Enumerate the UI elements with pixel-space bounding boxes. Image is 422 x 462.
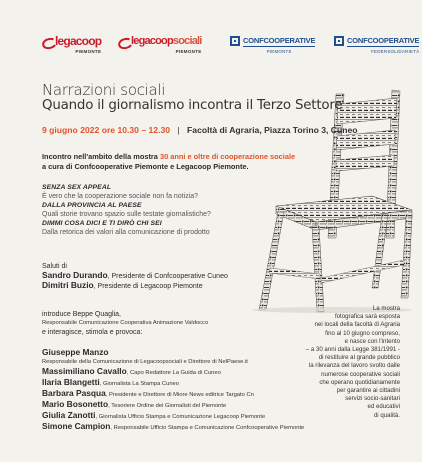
moderator-label: introduce Beppe Quaglia, <box>42 311 121 318</box>
note-line: La mostra <box>372 305 400 312</box>
speaker-name: Barbara Pasqua <box>42 388 106 398</box>
speaker-name: Simone Campion <box>42 421 111 431</box>
exhibit-note <box>272 305 400 420</box>
legacoop-swoosh-icon <box>118 37 129 46</box>
event-date: 9 giugno 2022 ore 10.30 – 12.30 <box>42 125 171 135</box>
confcooperative-square-icon <box>334 36 344 46</box>
topic-head: SENZA SEX APPEAL <box>42 184 112 191</box>
moderator-tail: e interagisce, stimola e provoca: <box>42 329 143 336</box>
greetings-label: Saluti di <box>42 263 67 270</box>
speaker-role: , Responsabile Ufficio Stampa e Comunicazione Confcooperative Piemonte <box>110 425 305 431</box>
speaker-role: , Giornalista Ufficio Stampa e Comunicazione Legacoop Piemonte <box>95 414 266 420</box>
note-line: fotografica sarà esposta <box>334 313 400 321</box>
note-line: fino al 10 giugno compreso, <box>325 329 400 337</box>
note-line: servizi socio-sanitari <box>345 395 400 403</box>
note-line: nei locali della facoltà di Agraria <box>314 321 400 329</box>
topic-head <box>42 201 211 210</box>
note-line: di restituire al grande pubblico <box>318 354 400 362</box>
speaker-name: Mario Bosonetto <box>42 399 109 409</box>
legacoopsociali-logo-name <box>131 36 202 47</box>
note-line: numerose cooperative sociali <box>321 370 400 378</box>
topic-question: Dalla retorica dei valori alla comunicazione di prodotto <box>42 229 210 236</box>
topic-head-a: DALLA PROVINCIA AL <box>42 202 119 209</box>
speaker-name: Giuseppe Manzo <box>42 347 109 357</box>
legacoop-swoosh-icon <box>42 37 53 46</box>
greeting-person <box>42 281 228 291</box>
newspaper-chair-illustration <box>232 88 422 313</box>
intro-line1: Incontro nell'ambito della mostra <box>42 152 160 161</box>
speakers-list <box>42 348 304 433</box>
person-role: , Presidente di Legacoop Piemonte <box>93 283 203 290</box>
intro-text <box>42 152 295 172</box>
moderator-block <box>42 310 208 337</box>
speaker-role: Responsabile della Comunicazione di Legacoopsociali e Direttore di NelPaese.it <box>42 359 248 365</box>
person-name: Dimitri Buzio <box>42 280 94 290</box>
speaker-name: Massimiliano Cavallo <box>42 366 127 376</box>
logo-bar <box>0 30 422 62</box>
confcoop-logo-name: CONFCOOPERATIVE <box>243 36 316 45</box>
person-name: Sandro Durando <box>42 270 108 280</box>
legacoop-logo-sub: PIEMONTE <box>75 49 102 54</box>
note-line: che operano quotidianamente <box>319 378 400 386</box>
note-line: la rilevanza del lavoro svolto dalle <box>308 362 400 370</box>
topics-block <box>42 183 211 237</box>
legacoop-logo-name: legacoop <box>55 34 102 48</box>
speaker-role: , Tesoriere Ordine dei Giornalisti del Piemonte <box>108 403 227 409</box>
speaker-role: , Presidente e Direttore di Miore News editrice Targato Cn <box>105 392 254 398</box>
legacoopsociali-name-a: legacoop <box>131 35 173 47</box>
note-line: ed educativi <box>367 403 400 411</box>
legacoopsociali-logo <box>118 36 202 54</box>
speaker-role: , Giornalista La Stampa Cuneo <box>99 381 179 387</box>
speaker-item <box>42 348 304 358</box>
legacoopsociali-name-b: sociali <box>172 35 202 47</box>
note-line: per garantire ai cittadini <box>336 387 400 395</box>
page-title: Narrazioni sociali <box>42 81 166 99</box>
exhibit-title: 30 anni e oltre di cooperazione sociale <box>159 152 296 161</box>
speaker-role: , Capo Redattore La Guida di Cuneo <box>126 370 221 376</box>
moderator-role: Responsabile Comunicazione Cooperativa Animazione Valdocco <box>42 320 209 326</box>
event-dateline <box>42 125 358 135</box>
legacoopsociali-logo-sub: PIEMONTE <box>175 49 202 54</box>
note-line: e nasce con l'intento <box>344 337 400 345</box>
page-subtitle: Quando il giornalismo incontra il Terzo Settore <box>42 98 343 113</box>
greetings-block <box>42 262 228 291</box>
intro-line2: a cura di Confcooperative Piemonte e Legacoop Piemonte. <box>42 162 249 171</box>
speaker-name: Giulia Zanotti <box>42 410 96 420</box>
federsol-logo-sub: FEDERSOLIDARIETÀ <box>371 49 420 54</box>
person-role: , Presidente di Confcooperative Cuneo <box>107 273 228 280</box>
note-line: di qualità. <box>373 411 400 419</box>
topic-question: È vero che la cooperazione sociale non fa notizia? <box>42 193 199 200</box>
topic-head: DIMMI COSA DICI E TI DIRÒ CHI SEI <box>42 220 162 227</box>
topic-question: Quali storie trovano spazio sulle testate giornalistiche? <box>42 211 211 218</box>
legacoop-piemonte-logo <box>42 36 101 54</box>
dateline-separator: | <box>177 125 180 135</box>
confcooperative-federsolidarieta-logo <box>334 36 419 54</box>
note-line: – a 30 anni dalla Legge 381/1991 - <box>305 346 400 354</box>
speaker-item <box>42 422 304 433</box>
speaker-name: Ilaria Blangetti <box>42 377 100 387</box>
confcooperative-piemonte-logo <box>230 36 315 54</box>
event-location: Facoltà di Agraria, Piazza Torino 3, Cuneo <box>187 125 358 135</box>
confcooperative-square-icon <box>230 36 240 46</box>
confcoop-logo-sub: PIEMONTE <box>266 49 292 54</box>
topic-head-em: PAESE <box>118 202 142 209</box>
federsol-logo-name: CONFCOOPERATIVE <box>347 36 420 45</box>
